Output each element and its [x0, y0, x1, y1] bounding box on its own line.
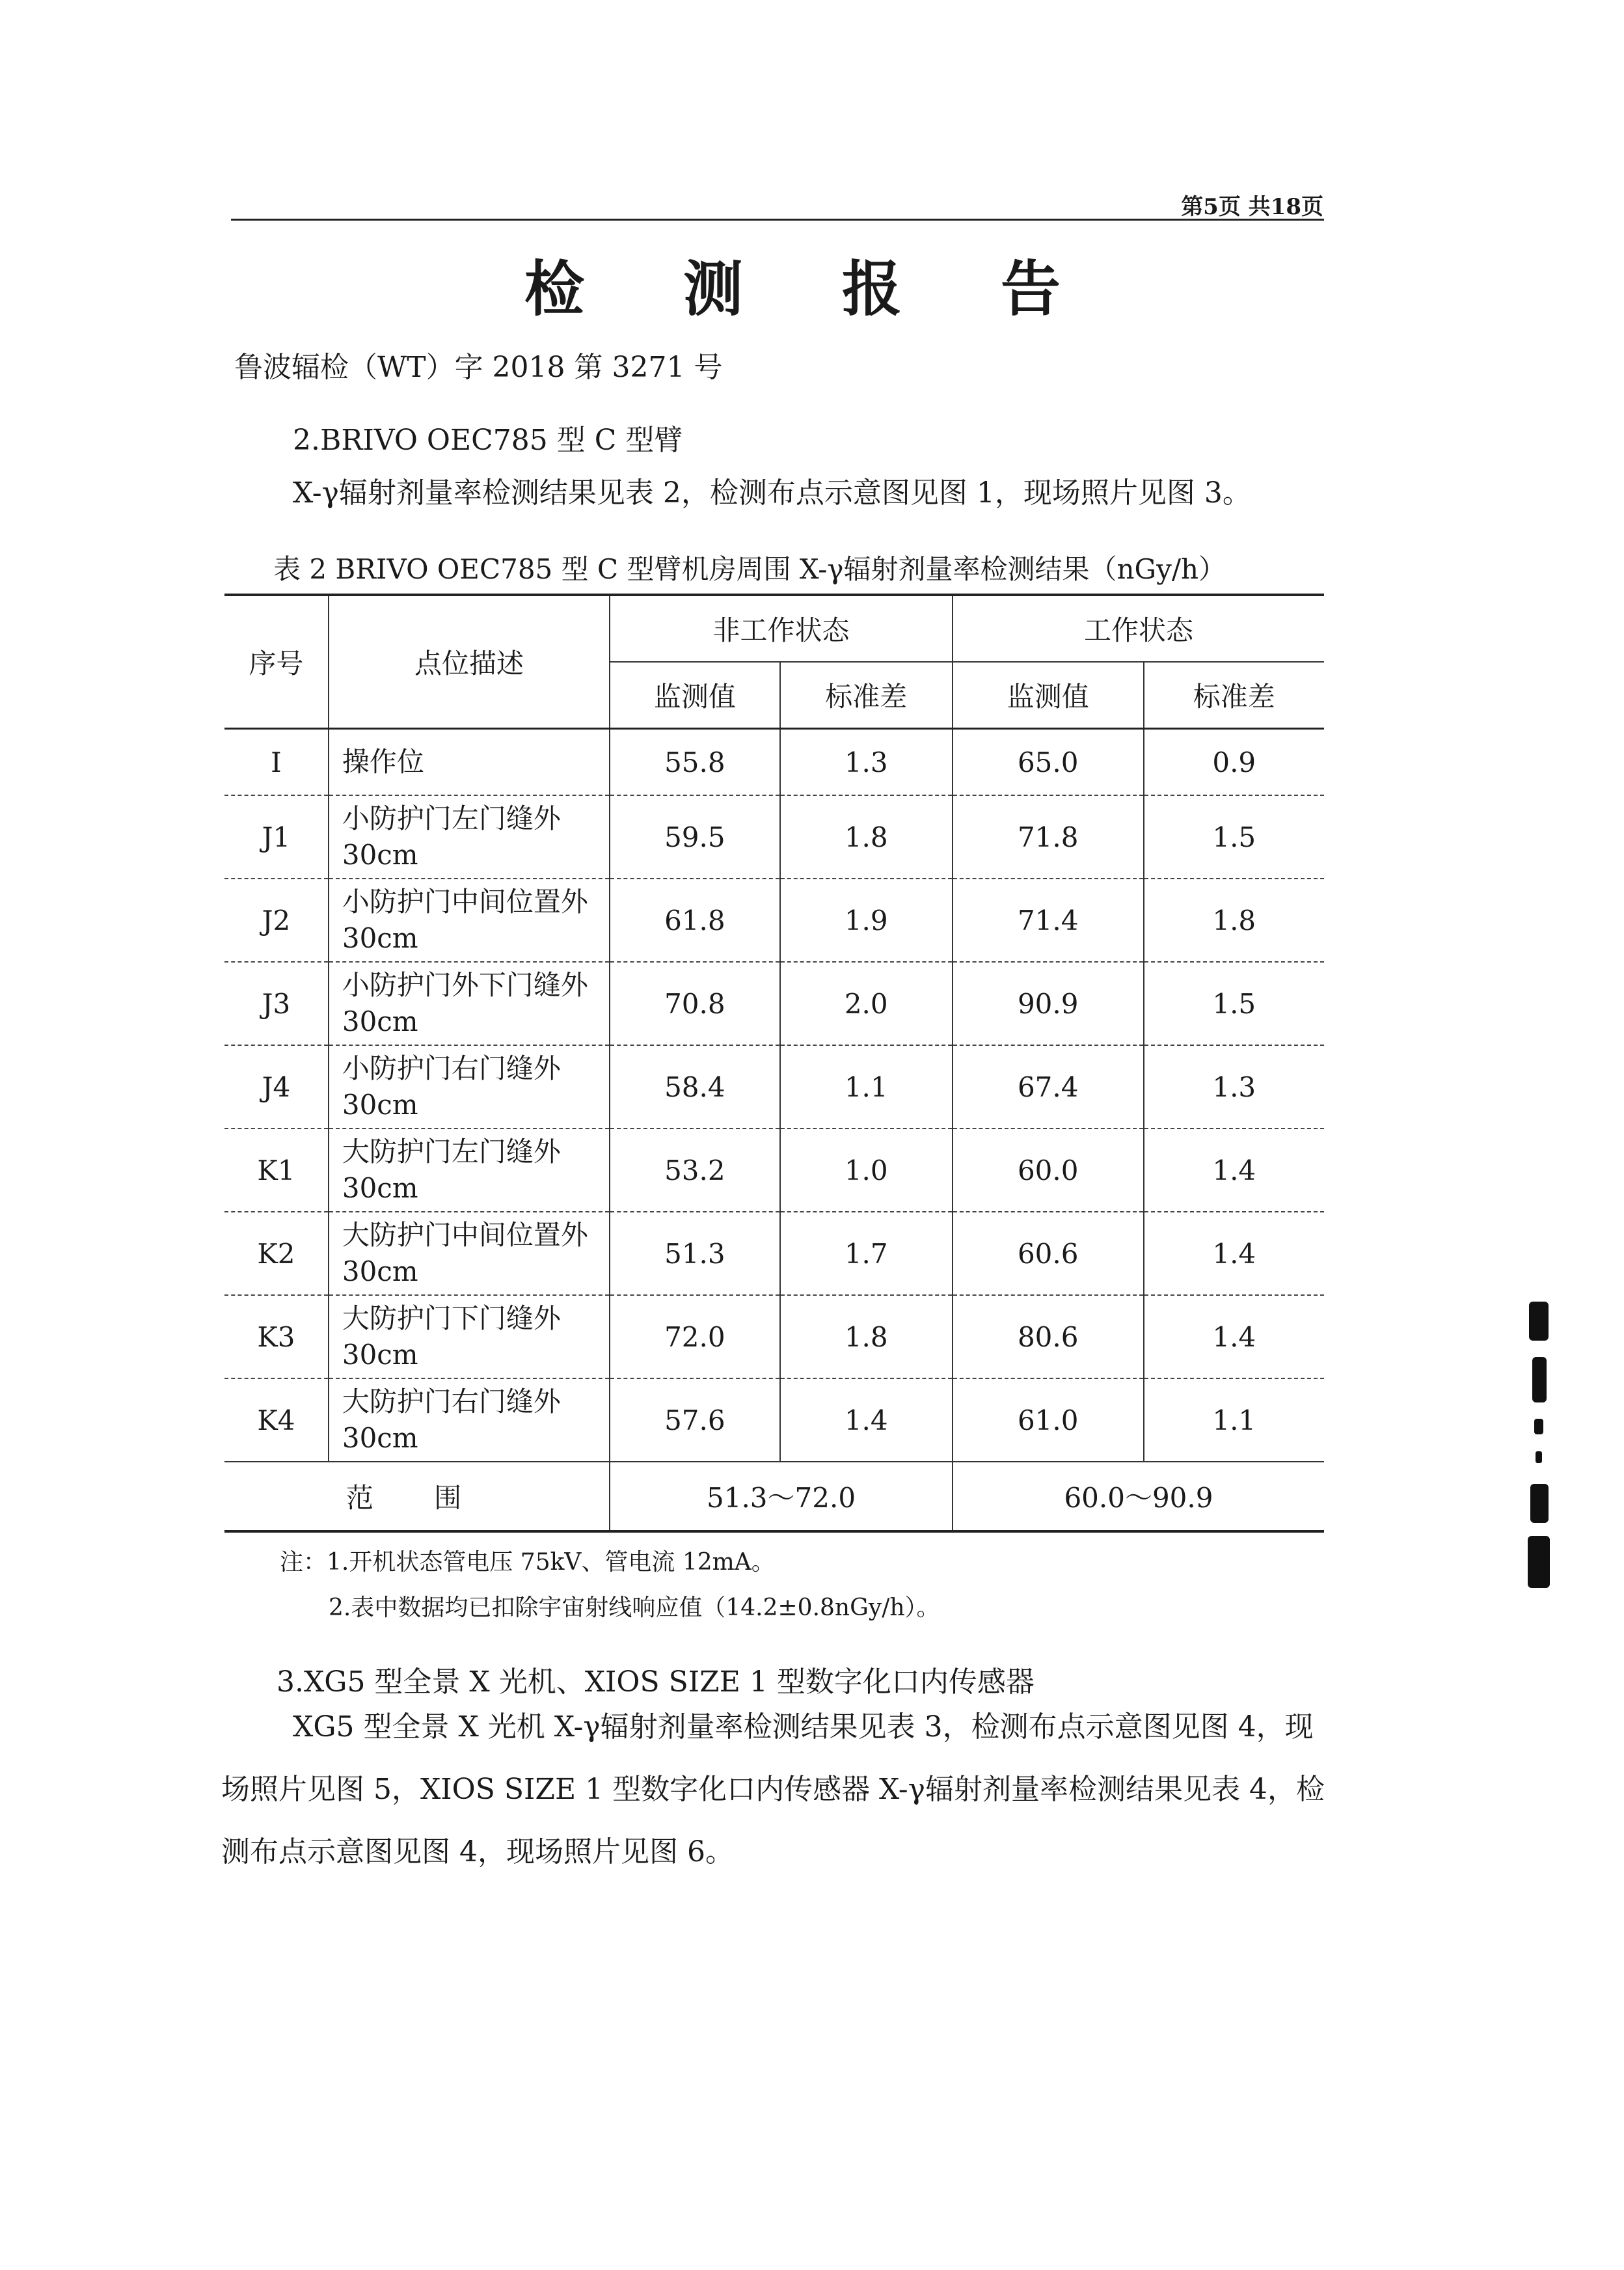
cell-std-working: 1.4 [1144, 1295, 1325, 1378]
header-value-1: 监测值 [610, 662, 779, 729]
cell-std-non-working: 1.3 [780, 729, 953, 796]
cell-value-working: 80.6 [953, 1295, 1144, 1378]
cell-std-working: 1.1 [1144, 1378, 1325, 1462]
header-value-2: 监测值 [953, 662, 1144, 729]
range-row [224, 1462, 1324, 1531]
cell-id: J4 [224, 1045, 329, 1128]
cell-std-non-working: 1.9 [780, 879, 953, 962]
cell-value-non-working: 72.0 [610, 1295, 779, 1378]
header-non-working: 非工作状态 [610, 595, 953, 662]
cell-value-working: 60.0 [953, 1128, 1144, 1212]
cell-std-working: 1.5 [1144, 962, 1325, 1045]
cell-value-non-working: 61.8 [610, 879, 779, 962]
cell-id: J1 [224, 795, 329, 879]
cell-std-working: 1.5 [1144, 795, 1325, 879]
cell-desc: 大防护门左门缝外 30cm [329, 1128, 610, 1212]
cell-value-working: 60.6 [953, 1212, 1144, 1295]
section-3-heading: 3.XG5 型全景 X 光机、XIOS SIZE 1 型数字化口内传感器 [277, 1665, 1035, 1699]
results-table [224, 594, 1324, 1533]
cell-std-working: 1.3 [1144, 1045, 1325, 1128]
page-number: 第5页 共18页 [1181, 194, 1323, 220]
report-number: 鲁波辐检（WT）字 2018 第 3271 号 [234, 351, 723, 384]
cell-value-working: 71.8 [953, 795, 1144, 879]
header-working: 工作状态 [953, 595, 1324, 662]
cell-value-working: 61.0 [953, 1378, 1144, 1462]
header-id: 序号 [224, 595, 329, 729]
section-2-heading: 2.BRIVO OEC785 型 C 型臂 [293, 424, 683, 457]
cell-desc: 小防护门外下门缝外 30cm [329, 962, 610, 1045]
table-row [224, 879, 1324, 962]
cell-std-non-working: 1.1 [780, 1045, 953, 1128]
table-row [224, 1045, 1324, 1128]
cell-value-non-working: 51.3 [610, 1212, 779, 1295]
cell-value-working: 71.4 [953, 879, 1144, 962]
cell-std-non-working: 2.0 [780, 962, 953, 1045]
cell-value-working: 90.9 [953, 962, 1144, 1045]
cell-std-non-working: 1.8 [780, 1295, 953, 1378]
cell-desc: 操作位 [329, 729, 610, 796]
cell-id: K2 [224, 1212, 329, 1295]
cell-desc: 大防护门下门缝外 30cm [329, 1295, 610, 1378]
range-label: 范 围 [224, 1462, 610, 1531]
cell-value-working: 65.0 [953, 729, 1144, 796]
cell-id: K4 [224, 1378, 329, 1462]
cell-value-non-working: 53.2 [610, 1128, 779, 1212]
margin-seal-stamp [1516, 1295, 1562, 1594]
cell-std-working: 1.8 [1144, 879, 1325, 962]
cell-std-non-working: 1.8 [780, 795, 953, 879]
cell-desc: 小防护门左门缝外 30cm [329, 795, 610, 879]
cell-value-non-working: 58.4 [610, 1045, 779, 1128]
cell-id: J2 [224, 879, 329, 962]
range-working: 60.0～90.9 [953, 1462, 1324, 1531]
range-non-working: 51.3～72.0 [610, 1462, 953, 1531]
cell-value-non-working: 55.8 [610, 729, 779, 796]
cell-std-non-working: 1.0 [780, 1128, 953, 1212]
section-2-paragraph: X-γ辐射剂量率检测结果见表 2，检测布点示意图见图 1，现场照片见图 3。 [293, 476, 1251, 510]
cell-desc: 小防护门中间位置外 30cm [329, 879, 610, 962]
cell-std-non-working: 1.7 [780, 1212, 953, 1295]
table-header-row [224, 595, 1324, 662]
table-row [224, 795, 1324, 879]
cell-desc: 大防护门中间位置外 30cm [329, 1212, 610, 1295]
header-std-2: 标准差 [1144, 662, 1325, 729]
table-row [224, 1295, 1324, 1378]
header-std-1: 标准差 [780, 662, 953, 729]
cell-id: J3 [224, 962, 329, 1045]
cell-value-non-working: 59.5 [610, 795, 779, 879]
section-3-paragraph: XG5 型全景 X 光机 X-γ辐射剂量率检测结果见表 3，检测布点示意图见图 4，现场照片见图 5，XIOS SIZE 1 型数字化口内传感器 X-γ辐射剂量率检测结果见表 4，检测布点示意图见图 4，现场照片见图 6。 [221, 1710, 1325, 1868]
header-desc: 点位描述 [329, 595, 610, 729]
cell-std-working: 0.9 [1144, 729, 1325, 796]
note-2: 2.表中数据均已扣除宇宙射线响应值（14.2±0.8nGy/h）。 [329, 1594, 940, 1621]
note-1: 注：1.开机状态管电压 75kV、管电流 12mA。 [280, 1549, 775, 1576]
cell-std-working: 1.4 [1144, 1212, 1325, 1295]
cell-id: K3 [224, 1295, 329, 1378]
cell-std-working: 1.4 [1144, 1128, 1325, 1212]
table-row [224, 962, 1324, 1045]
header-rule [231, 219, 1324, 221]
cell-value-non-working: 57.6 [610, 1378, 779, 1462]
cell-value-working: 67.4 [953, 1045, 1144, 1128]
table-row [224, 1378, 1324, 1462]
cell-std-non-working: 1.4 [780, 1378, 953, 1462]
table-caption: 表 2 BRIVO OEC785 型 C 型臂机房周围 X-γ辐射剂量率检测结果（nGy/h） [273, 553, 1226, 585]
table-row [224, 729, 1324, 796]
table-row [224, 1128, 1324, 1212]
cell-id: I [224, 729, 329, 796]
document-title: 检 测 报 告 [524, 254, 1100, 324]
cell-desc: 小防护门右门缝外 30cm [329, 1045, 610, 1128]
table-row [224, 1212, 1324, 1295]
cell-desc: 大防护门右门缝外 30cm [329, 1378, 610, 1462]
cell-id: K1 [224, 1128, 329, 1212]
cell-value-non-working: 70.8 [610, 962, 779, 1045]
